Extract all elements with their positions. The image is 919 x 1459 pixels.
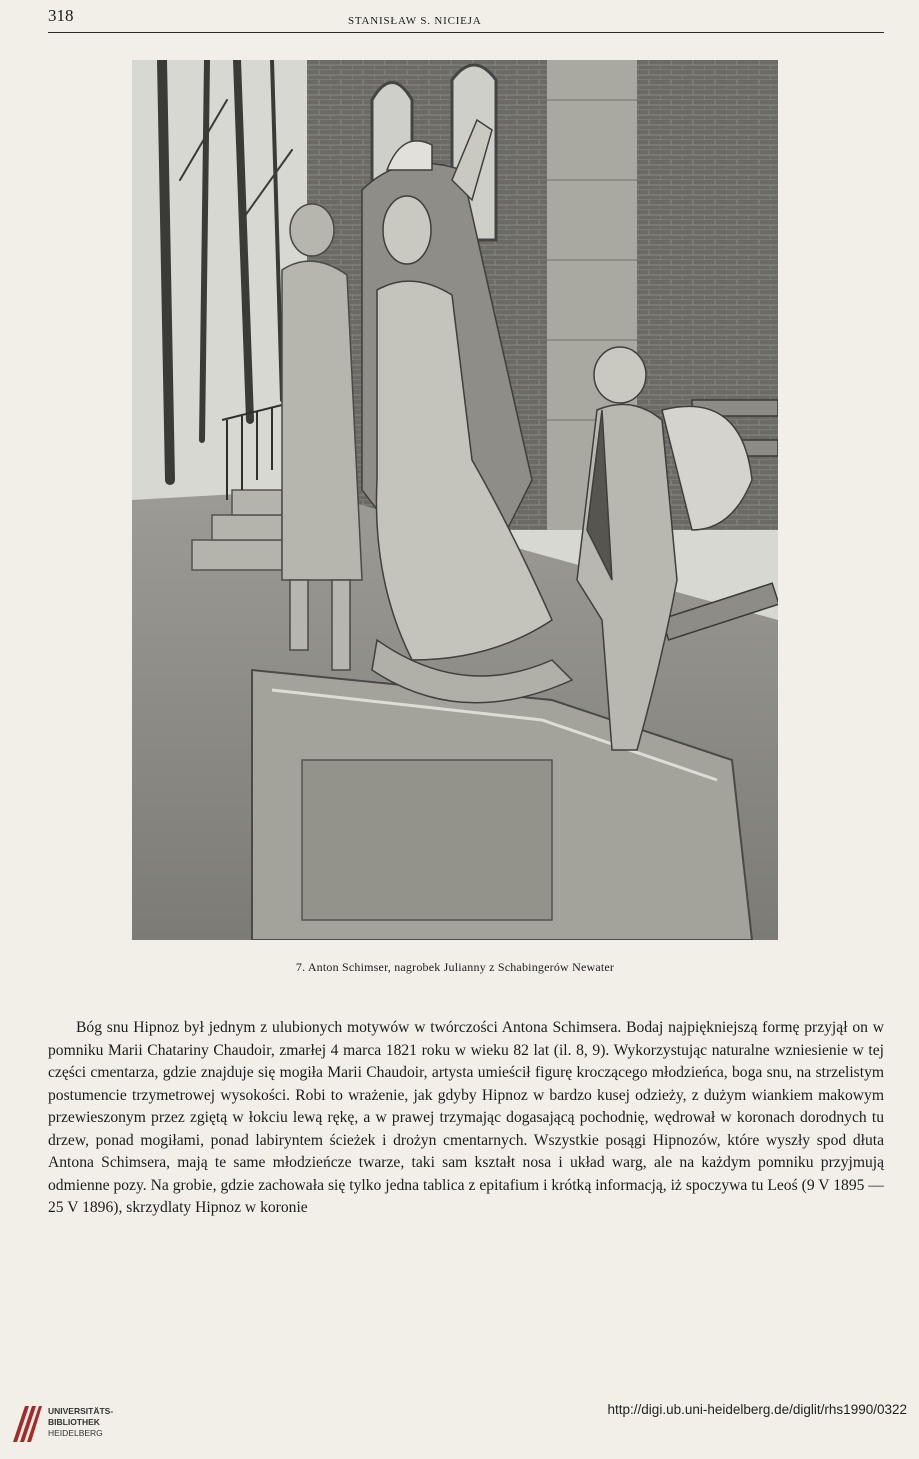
- page-header: [48, 6, 884, 33]
- library-logo[interactable]: [10, 1400, 130, 1450]
- source-url-link[interactable]: http://digi.ub.uni-heidelberg.de/diglit/rhs1990/0322: [607, 1402, 907, 1417]
- page-number: 318: [48, 6, 74, 25]
- running-title: STANISŁAW S. NICIEJA: [348, 15, 482, 27]
- logo-line-2: BIBLIOTHEK: [48, 1417, 100, 1427]
- logo-line-3: HEIDELBERG: [48, 1428, 103, 1438]
- body-paragraph: Bóg snu Hipnoz był jednym z ulubionych motywów w twórczości Antona Schimsera. Bodaj najpiękniejszą formę przyjął on w pomniku Marii Chatariny Chaudoir, zmarłej 4 marca 1821 roku w wieku 82 lat (il. 8, 9). Wykorzystując naturalne wzniesienie w tej części cmentarza, gdzie znajduje się mogiła Marii Chaudoir, artysta umieścił figurę kroczącego młodzieńca, boga snu, na strzelistym postumencie trzymetrowej wysokości. Robi to wrażenie, jak gdyby Hipnoz w bardzo kusej odzieży, z dużym wiankiem makowym przewieszonym przez zgiętą w łokciu lewą rękę, a w prawej trzymając dogasającą pochodnię, wędrował w koronach dorodnych tu drzew, ponad mogiłami, ponad labiryntem ścieżek i drożyn cmentarnych. Wszystkie posągi Hipnozów, które wyszły spod dłuta Antona Schimsera, mają te same młodzieńcze twarze, taki sam kształt nosa i układ warg, ale na każdym pomniku przyjmują odmienne pozy. Na grobie, gdzie zachowała się tylko jedna tablica z epitafium i krótką informacją, iż spoczywa tu Leoś (9 V 1895 — 25 V 1896), skrzydlaty Hipnoz w koronie: [48, 1019, 884, 1216]
- heidelberg-logo-icon: [10, 1402, 44, 1446]
- figure-caption: 7. Anton Schimser, nagrobek Julianny z Schabingerów Newater: [295, 960, 615, 974]
- tombstone-photo-illustration: [132, 60, 778, 940]
- figure-photograph: [132, 60, 778, 940]
- logo-line-1: UNIVERSITÄTS-: [48, 1406, 114, 1416]
- library-name: [48, 1406, 113, 1439]
